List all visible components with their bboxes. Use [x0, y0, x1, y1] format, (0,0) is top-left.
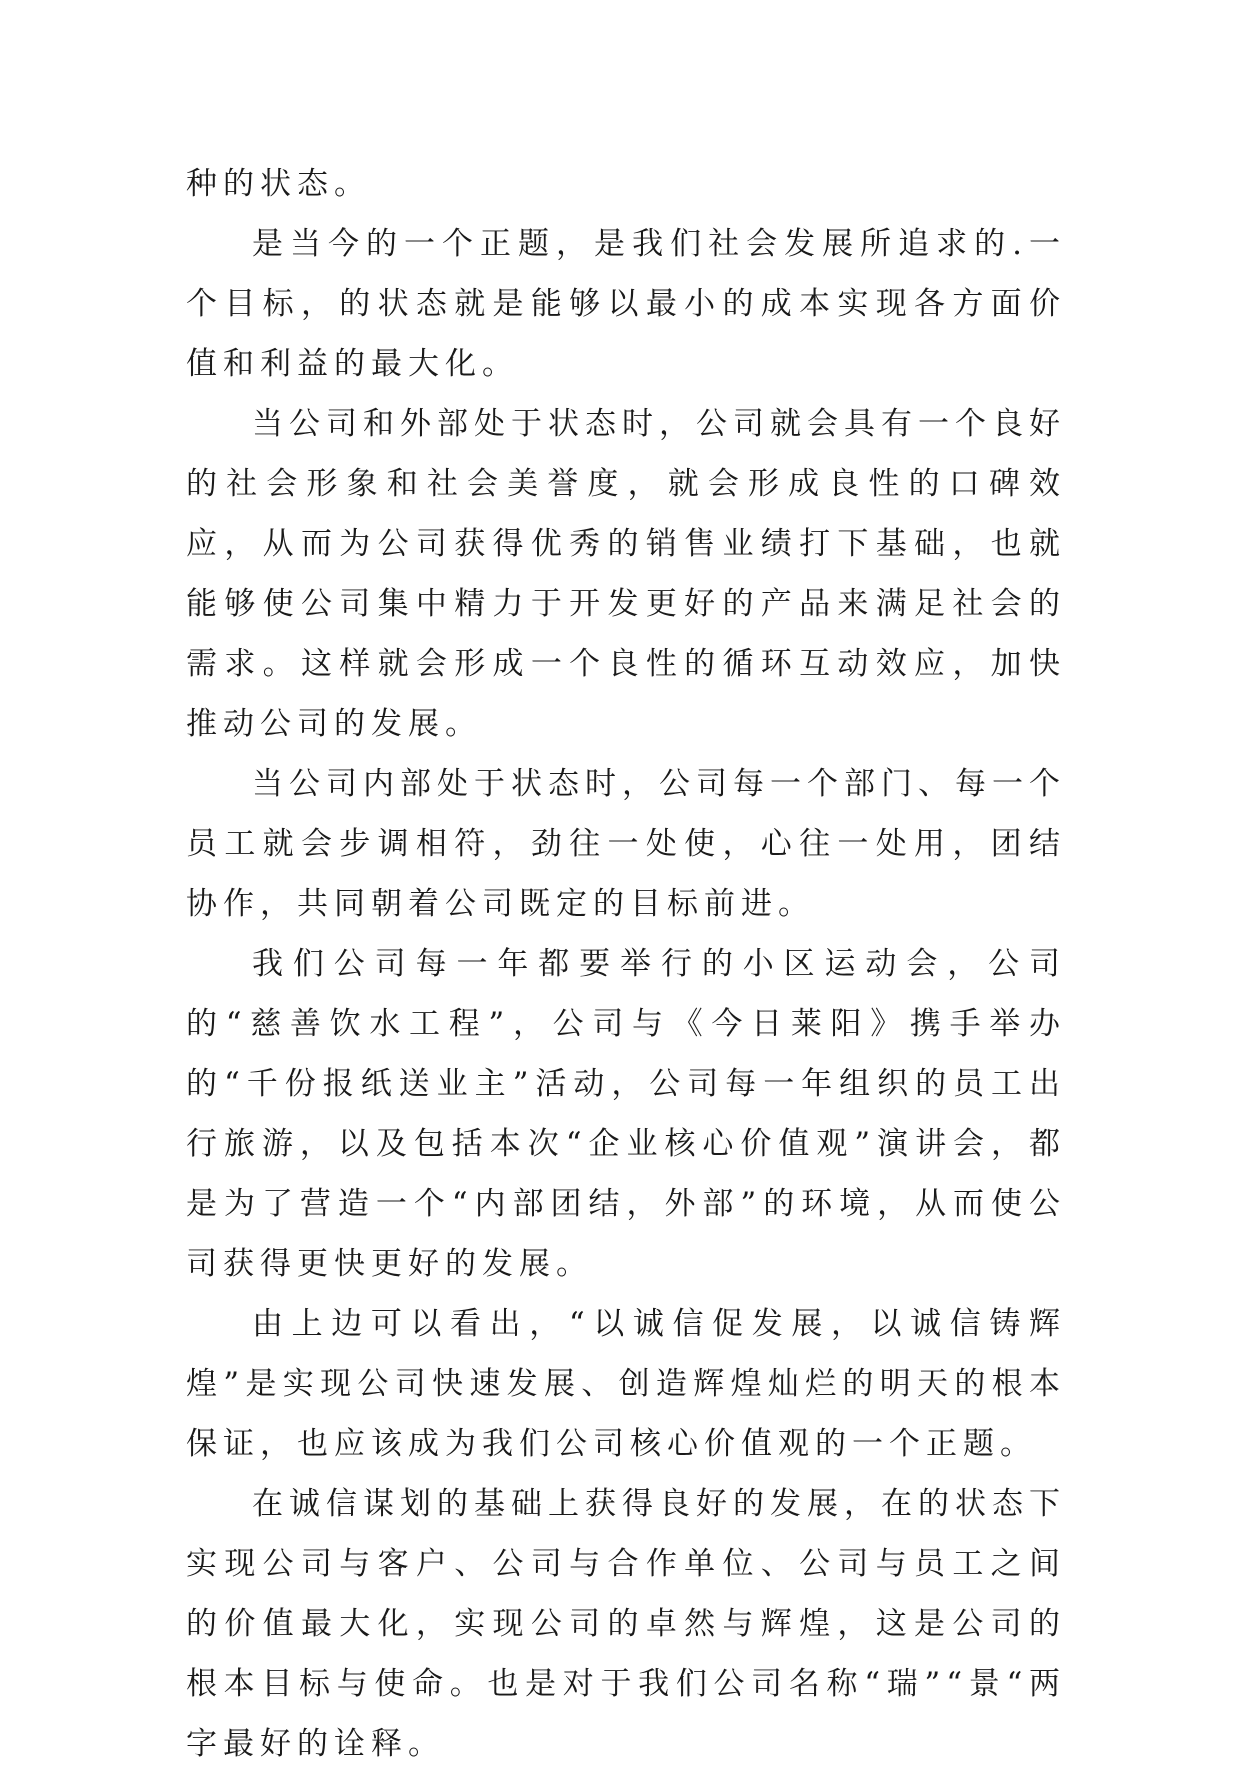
paragraph: 我们公司每一年都要举行的小区运动会，公司的“慈善饮水工程”，公司与《今日莱阳》携手举办的“千份报纸送业主”活动，公司每一年组织的员工出行旅游，以及包括本次“企业核心价值观”演讲会，都是为了营造一个“内部团结，外部”的环境，从而使公司获得更快更好的发展。: [186, 946, 1066, 1282]
paragraph: 当公司和外部处于状态时，公司就会具有一个良好的社会形象和社会美誉度，就会形成良性的口碑效应，从而为公司获得优秀的销售业绩打下基础，也就能够使公司集中精力于开发更好的产品来满足社会的需求。这样就会形成一个良性的循环互动效应，加快推动公司的发展。: [186, 406, 1066, 742]
document-body: [186, 154, 1066, 1774]
paragraph: 当公司内部处于状态时，公司每一个部门、每一个员工就会步调相符，劲往一处使，心往一处用，团结协作，共同朝着公司既定的目标前进。: [186, 766, 1066, 922]
paragraph: 是当今的一个正题，是我们社会发展所追求的.一个目标，的状态就是能够以最小的成本实现各方面价值和利益的最大化。: [186, 226, 1066, 382]
paragraph: 种的状态。: [186, 166, 371, 202]
paragraph: 在诚信谋划的基础上获得良好的发展，在的状态下实现公司与客户、公司与合作单位、公司与员工之间的价值最大化，实现公司的卓然与辉煌，这是公司的根本目标与使命。也是对于我们公司名称“瑞”“景“两字最好的诠释。: [186, 1486, 1066, 1762]
paragraph: 由上边可以看出，“以诚信促发展，以诚信铸辉煌”是实现公司快速发展、创造辉煌灿烂的明天的根本保证，也应该成为我们公司核心价值观的一个正题。: [186, 1306, 1066, 1462]
